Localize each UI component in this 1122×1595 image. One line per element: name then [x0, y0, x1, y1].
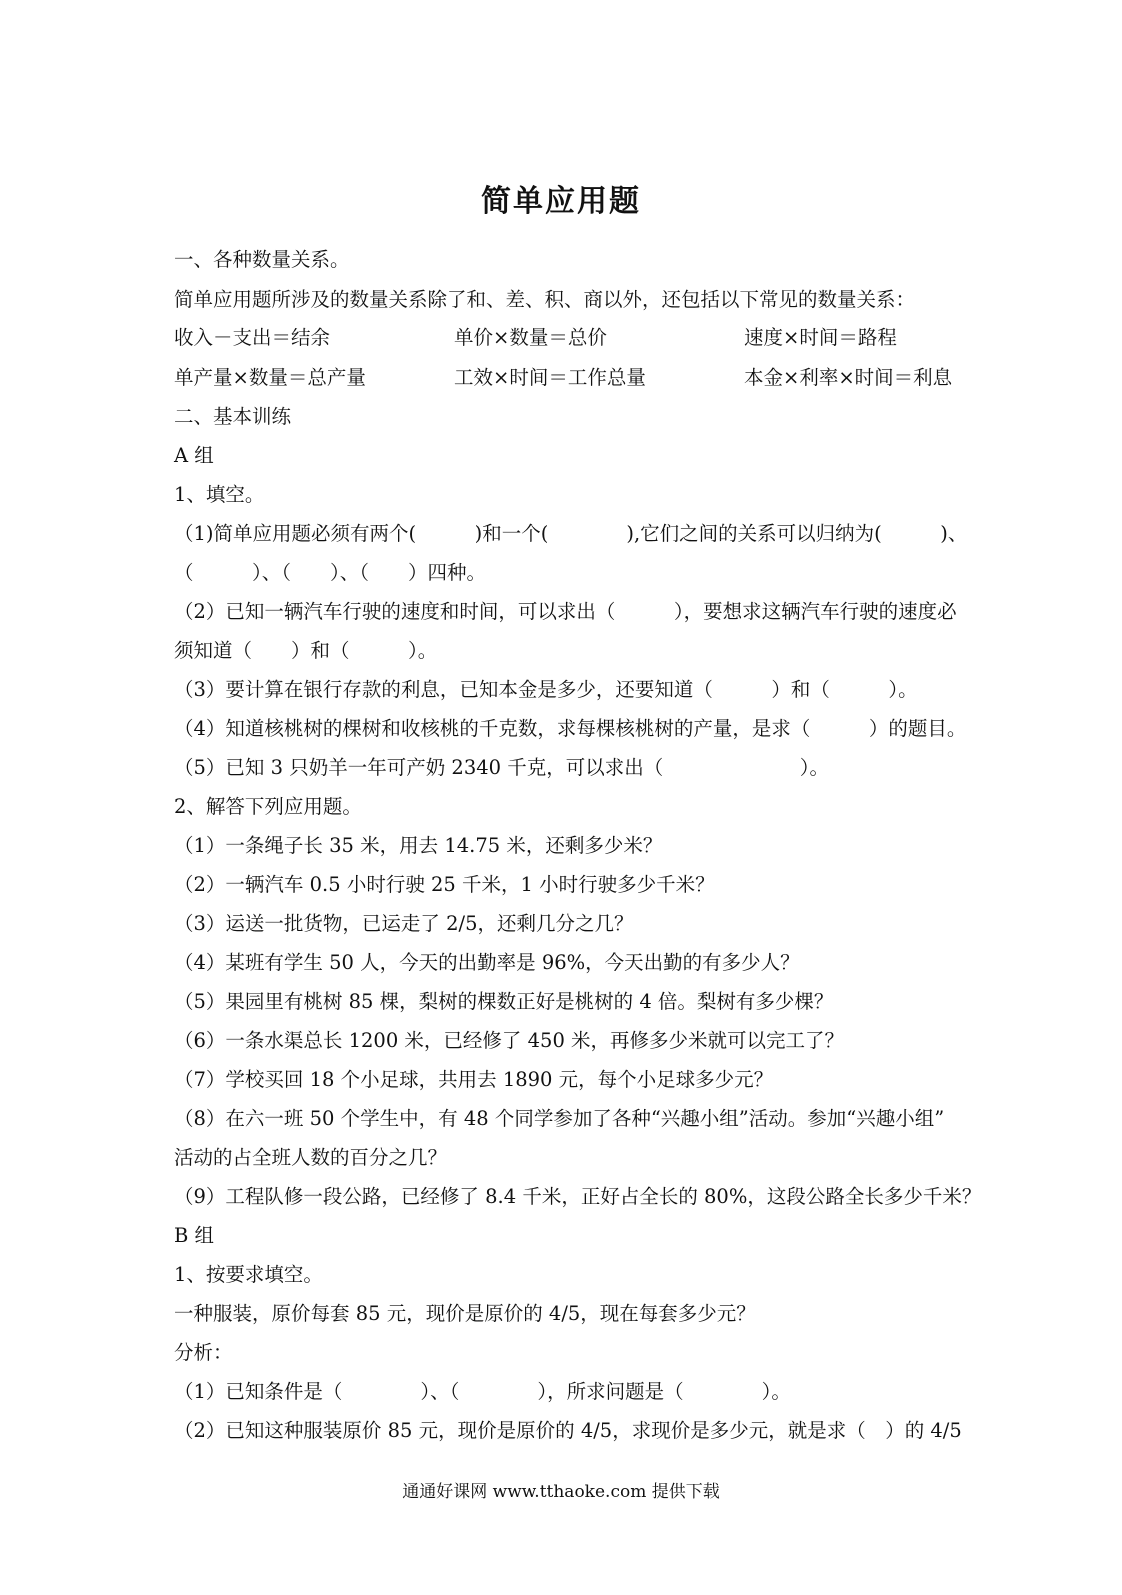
solve-item: （4）某班有学生 50 人，今天的出勤率是 96%，今天出勤的有多少人？: [174, 951, 800, 974]
solve-item: （3）运送一批货物，已运走了 2/5，还剩几分之几？: [174, 912, 634, 935]
group-b-problem: 一种服装，原价每套 85 元，现价是原价的 4/5，现在每套多少元？: [174, 1302, 756, 1325]
fill-blank-heading: 1、填空。: [174, 483, 265, 506]
analysis-label: 分析：: [174, 1341, 233, 1364]
relation-distance: 速度×时间＝路程: [744, 326, 897, 349]
relation-price: 单价×数量＝总价: [454, 326, 607, 349]
solve-item: （7）学校买回 18 个小足球，共用去 1890 元，每个小足球多少元？: [174, 1068, 774, 1091]
page-title: 简单应用题: [481, 184, 641, 219]
relation-output: 单产量×数量＝总产量: [174, 366, 366, 389]
fill-item: （4）知道核桃树的棵树和收核桃的千克数，求每棵核桃树的产量，是求（ ）的题目。: [174, 717, 967, 740]
fill-item: 须知道（ ）和（ ）。: [174, 639, 438, 662]
solve-item: （8）在六一班 50 个学生中，有 48 个同学参加了各种“兴趣小组”活动。参加“兴趣小组”: [174, 1107, 945, 1130]
fill-item: （ ）、（ ）、（ ）四种。: [174, 561, 487, 584]
fill-item: （2）已知一辆汽车行驶的速度和时间，可以求出（ ），要想求这辆汽车行驶的速度必: [174, 600, 957, 623]
solve-item: （2）一辆汽车 0.5 小时行驶 25 千米，1 小时行驶多少千米？: [174, 873, 715, 896]
group-a-label: A 组: [174, 444, 214, 467]
relation-work: 工效×时间＝工作总量: [454, 366, 646, 389]
group-b-heading: 1、按要求填空。: [174, 1263, 323, 1286]
analysis-item: （1）已知条件是（ ）、（ ），所求问题是（ ）。: [174, 1380, 791, 1403]
solve-item: （9）工程队修一段公路，已经修了 8.4 千米，正好占全长的 80%，这段公路全长多少千米？: [174, 1185, 982, 1208]
group-b-label: B 组: [174, 1224, 215, 1247]
solve-item: （1）一条绳子长 35 米，用去 14.75 米，还剩多少米？: [174, 834, 663, 857]
section1-intro: 简单应用题所涉及的数量关系除了和、差、积、商以外，还包括以下常见的数量关系：: [174, 288, 916, 311]
fill-item: （1)简单应用题必须有两个( )和一个( ),它们之间的关系可以归纳为( )、: [174, 522, 968, 545]
fill-item: （3）要计算在银行存款的利息，已知本金是多少，还要知道（ ）和（ ）。: [174, 678, 918, 701]
page-footer: 通通好课网 www.tthaoke.com 提供下载: [402, 1482, 720, 1502]
solve-item: （5）果园里有桃树 85 棵，梨树的棵数正好是桃树的 4 倍。梨树有多少棵？: [174, 990, 834, 1013]
solve-item: （6）一条水渠总长 1200 米，已经修了 450 米，再修多少米就可以完工了？: [174, 1029, 845, 1052]
section1-heading: 一、各种数量关系。: [174, 248, 350, 271]
fill-item: （5）已知 3 只奶羊一年可产奶 2340 千克，可以求出（ ）。: [174, 756, 829, 779]
solve-item: 活动的占全班人数的百分之几？: [174, 1146, 448, 1169]
solve-heading: 2、解答下列应用题。: [174, 795, 362, 818]
section2-heading: 二、基本训练: [174, 405, 292, 428]
relation-interest: 本金×利率×时间＝利息: [744, 366, 953, 389]
analysis-item: （2）已知这种服装原价 85 元，现价是原价的 4/5，求现价是多少元，就是求（ ）的 4/5: [174, 1419, 962, 1442]
relation-income: 收入－支出＝结余: [174, 326, 331, 349]
